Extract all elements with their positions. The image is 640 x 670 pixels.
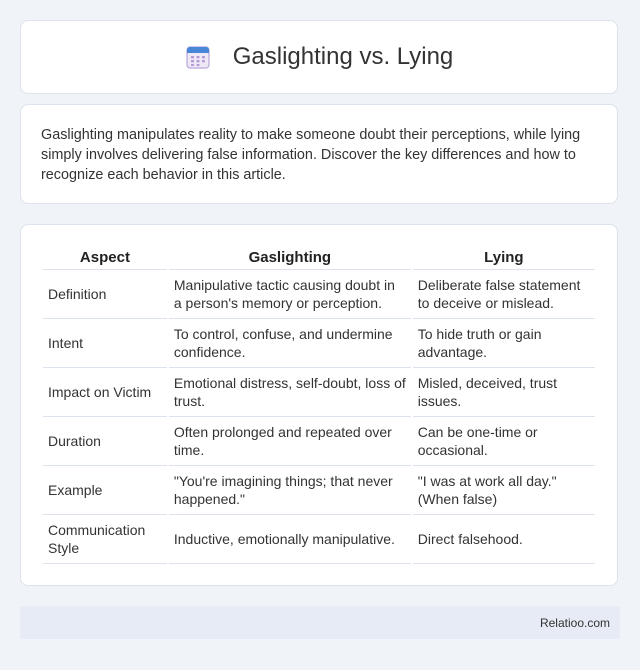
intro-text: Gaslighting manipulates reality to make someone doubt their perceptions, while lying simply involves delivering false information. Discover the key differences and how to recognize each behavior in this article. (41, 127, 581, 183)
row-lying-cell: Can be one-time or occasional. (413, 417, 595, 466)
table-row (43, 466, 595, 515)
row-aspect-cell: Communication Style (43, 515, 167, 564)
footer-brand: Relatioo.com (539, 615, 610, 630)
intro-card (20, 104, 618, 204)
row-aspect-cell: Intent (43, 319, 167, 368)
row-lying-cell: Direct falsehood. (413, 515, 595, 564)
row-aspect-cell: Impact on Victim (43, 368, 167, 417)
header-lying: Lying (413, 245, 595, 270)
calendar-icon (185, 44, 211, 70)
row-gaslighting-cell: Emotional distress, self-doubt, loss of trust. (169, 368, 411, 417)
footer (20, 606, 620, 639)
row-gaslighting-cell: Inductive, emotionally manipulative. (169, 515, 411, 564)
title-card (20, 20, 618, 94)
table-card (20, 224, 618, 586)
table-row (43, 515, 595, 564)
row-aspect-cell: Definition (43, 270, 167, 319)
table-row (43, 417, 595, 466)
table-row (43, 270, 595, 319)
comparison-table (41, 245, 597, 564)
table-row (43, 368, 595, 417)
title-wrap (185, 43, 454, 71)
row-aspect-cell: Duration (43, 417, 167, 466)
row-lying-cell: Misled, deceived, trust issues. (413, 368, 595, 417)
page-title: Gaslighting vs. Lying (232, 43, 454, 70)
row-aspect-cell: Example (43, 466, 167, 515)
row-gaslighting-cell: "You're imagining things; that never happened." (169, 466, 411, 515)
header-aspect: Aspect (43, 245, 167, 270)
header-gaslighting: Gaslighting (169, 245, 411, 270)
table-row (43, 319, 595, 368)
table-header-row (43, 245, 595, 270)
row-lying-cell: To hide truth or gain advantage. (413, 319, 595, 368)
row-gaslighting-cell: Often prolonged and repeated over time. (169, 417, 411, 466)
row-gaslighting-cell: To control, confuse, and undermine confidence. (169, 319, 411, 368)
row-lying-cell: Deliberate false statement to deceive or mislead. (413, 270, 595, 319)
row-lying-cell: "I was at work all day." (When false) (413, 466, 595, 515)
row-gaslighting-cell: Manipulative tactic causing doubt in a person's memory or perception. (169, 270, 411, 319)
